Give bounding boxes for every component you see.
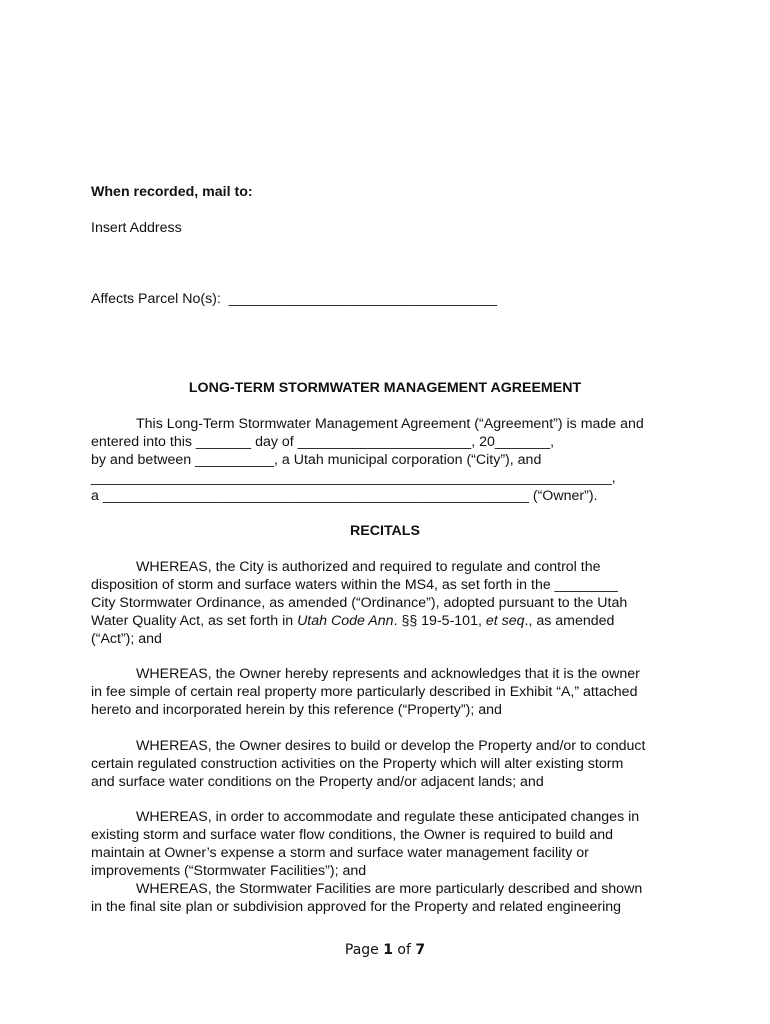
page-footer [0, 942, 770, 958]
total-pages: 7 [415, 942, 426, 958]
recital-1-line-4 [91, 612, 614, 630]
intro-line-4: __________________________________________________________________, [91, 470, 616, 486]
recital-2-line-2: in fee simple of certain real property more particularly described in Exhibit “A,” attached [91, 684, 638, 700]
recital-4-line-3: maintain at Owner’s expense a storm and surface water management facility or [91, 845, 589, 861]
document-title: LONG-TERM STORMWATER MANAGEMENT AGREEMENT [188, 380, 582, 396]
recital-5-line-2: in the final site plan or subdivision approved for the Property and related engineering [91, 899, 622, 915]
parcel-line: Affects Parcel No(s): __________________________________ [91, 291, 497, 307]
mail-to-heading: When recorded, mail to: [91, 184, 253, 200]
recital-1-line-2: disposition of storm and surface waters within the MS4, as set forth in the ________ [91, 577, 618, 593]
recital-3-line-1: WHEREAS, the Owner desires to build or develop the Property and/or to conduct [136, 738, 646, 754]
recital-1-line-1: WHEREAS, the City is authorized and required to regulate and control the [136, 559, 601, 575]
recital-1-text: ., as amended [524, 613, 615, 629]
recital-2-line-1: WHEREAS, the Owner hereby represents and acknowledges that it is the owner [136, 666, 640, 682]
recitals-heading: RECITALS [350, 523, 420, 539]
page-prefix: Page [344, 942, 384, 958]
et-seq-citation: et seq [485, 613, 525, 629]
recital-1-text: . §§ 19-5-101, [393, 613, 486, 629]
recital-1-line-5: (“Act”); and [91, 631, 162, 647]
intro-line-5: a ______________________________________________________ (“Owner”). [91, 488, 598, 504]
code-citation: Utah Code Ann [297, 613, 394, 629]
intro-line-2: entered into this _______ day of ______________________, 20_______, [91, 434, 555, 450]
intro-line-3: by and between __________, a Utah municipal corporation (“City”), and [91, 452, 542, 468]
recital-2-line-3: hereto and incorporated herein by this reference (“Property”); and [91, 702, 502, 718]
recital-1-text: Water Quality Act, as set forth in [91, 613, 298, 629]
recital-4-line-2: existing storm and surface water flow conditions, the Owner is required to build and [91, 827, 614, 843]
current-page-number: 1 [383, 942, 393, 958]
intro-line-1: This Long-Term Stormwater Management Agreement (“Agreement”) is made and [136, 416, 644, 432]
recital-4-line-4: improvements (“Stormwater Facilities”); and [91, 863, 367, 879]
page-of: of [392, 942, 416, 958]
recital-3-line-3: and surface water conditions on the Property and/or adjacent lands; and [91, 774, 544, 790]
recital-3-line-2: certain regulated construction activities on the Property which will alter existing storm [91, 756, 624, 772]
recital-4-line-1: WHEREAS, in order to accommodate and regulate these anticipated changes in [136, 809, 640, 825]
address-placeholder: Insert Address [91, 220, 182, 236]
recital-1-line-3: City Stormwater Ordinance, as amended (“Ordinance”), adopted pursuant to the Utah [91, 595, 628, 611]
recital-5-line-1: WHEREAS, the Stormwater Facilities are more particularly described and shown [136, 881, 643, 897]
